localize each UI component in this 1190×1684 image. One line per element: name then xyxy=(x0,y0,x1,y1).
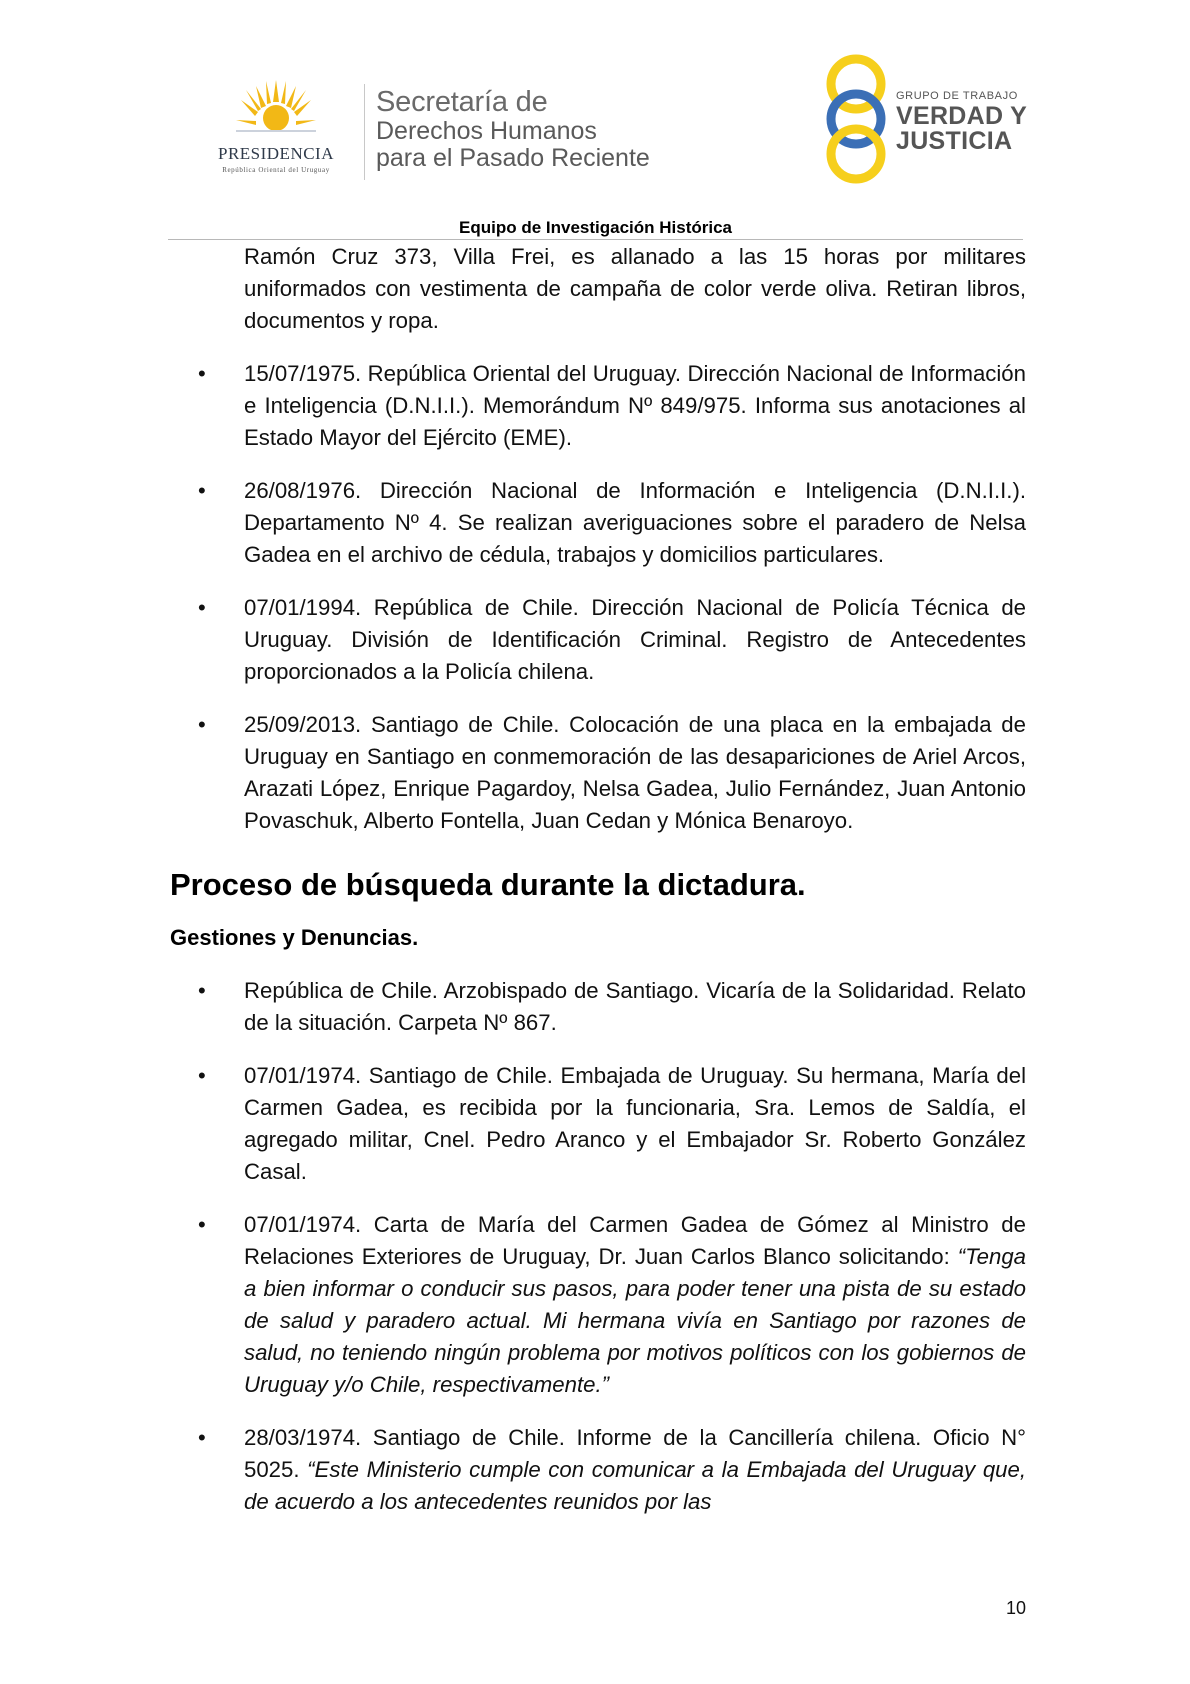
grupo-small-label: GRUPO DE TRABAJO xyxy=(896,90,1018,102)
list-item-text: República de Chile. Arzobispado de Santiago. Vicaría de la Solidaridad. Relato de la situación. Carpeta Nº 867. xyxy=(244,978,1026,1035)
presidencia-name: PRESIDENCIA xyxy=(217,144,334,163)
team-title: Equipo de Investigación Histórica xyxy=(459,218,732,237)
list-item xyxy=(198,1060,1026,1188)
list-item-text: 07/01/1994. República de Chile. Dirección Nacional de Policía Técnica de Uruguay. División de Identificación Criminal. Registro de Antecedentes proporcionados a la Policía chilena. xyxy=(244,595,1026,684)
list-item xyxy=(198,1209,1026,1401)
list-item-text: 07/01/1974. Santiago de Chile. Embajada de Uruguay. Su hermana, María del Carmen Gadea, es recibida por la funcionaria, Sra. Lemos de Saldía, el agregado militar, Cnel. Pedro Aranco y el Embajador Sr. Roberto González Casal. xyxy=(244,1063,1026,1184)
grupo-justicia-label: JUSTICIA xyxy=(896,127,1013,155)
list-item xyxy=(198,709,1026,837)
sun-icon xyxy=(236,80,316,142)
bullet-icon: • xyxy=(198,1212,206,1237)
secretaria-line-1: Secretaría de xyxy=(376,86,548,118)
list-item xyxy=(198,592,1026,688)
bullet-icon: • xyxy=(198,361,206,386)
list-item-text: 25/09/2013. Santiago de Chile. Colocación de una placa en la embajada de Uruguay en Santiago en conmemoración de las desapariciones de Ariel Arcos, Arazati López, Enrique Pagardoy, Nelsa Gadea, Julio Fernández, Juan Antonio Povaschuk, Alberto Fontella, Juan Cedan y Mónica Benaroyo. xyxy=(244,712,1026,833)
bullet-icon: • xyxy=(198,478,206,503)
list-item-text: 26/08/1976. Dirección Nacional de Información e Inteligencia (D.N.I.I.). Departamento Nº 4. Se realizan averiguaciones sobre el paradero de Nelsa Gadea en el archivo de cédula, trabajos y domicilios particulares. xyxy=(244,478,1026,567)
page-number: 10 xyxy=(1005,1598,1026,1618)
logo-divider xyxy=(364,84,365,180)
subsection-heading: Gestiones y Denuncias. xyxy=(170,925,419,950)
list-item xyxy=(198,975,1026,1039)
bullet-icon: • xyxy=(198,1063,206,1088)
list-item-text: 07/01/1974. Carta de María del Carmen Gadea de Gómez al Ministro de Relaciones Exteriores de Uruguay, Dr. Juan Carlos Blanco solicitando: xyxy=(244,1212,1026,1269)
verdad-justicia-logo xyxy=(822,54,1032,184)
list-item xyxy=(198,475,1026,571)
chronology-list xyxy=(170,358,1026,837)
presidencia-logo xyxy=(196,80,356,180)
grupo-verdad-label: VERDAD Y xyxy=(896,102,1028,130)
continuation-paragraph: Ramón Cruz 373, Villa Frei, es allanado a las 15 horas por militares uniformados con vestimenta de campaña de color verde oliva. Retiran libros, documentos y ropa. xyxy=(244,244,1026,333)
linked-rings-icon xyxy=(822,54,892,184)
quoted-text: “Este Ministerio cumple con comunicar a la Embajada del Uruguay que, de acuerdo a los antecedentes reunidos por las xyxy=(244,1457,1026,1514)
document-body xyxy=(170,241,1026,1539)
secretaria-logo-text xyxy=(376,86,650,172)
bullet-icon: • xyxy=(198,595,206,620)
list-item-text: 15/07/1975. República Oriental del Uruguay. Dirección Nacional de Información e Inteligencia (D.N.I.I.). Memorándum Nº 849/975. Informa sus anotaciones al Estado Mayor del Ejército (EME). xyxy=(244,361,1026,450)
bullet-icon: • xyxy=(198,712,206,737)
page-header xyxy=(0,0,1190,220)
secretaria-line-2: Derechos Humanos xyxy=(376,117,597,145)
presidencia-subtitle: República Oriental del Uruguay xyxy=(222,166,330,174)
list-item xyxy=(198,1422,1026,1518)
section-heading: Proceso de búsqueda durante la dictadura. xyxy=(170,867,806,902)
quoted-text: “Tenga a bien informar o conducir sus pasos, para poder tener una pista de su estado de salud y paradero actual. Mi hermana vivía en Santiago por razones de salud, no teniendo ningún problema por motivos políticos con los gobiernos de Uruguay y/o Chile, respectivamente.” xyxy=(244,1244,1026,1397)
secretaria-line-3: para el Pasado Reciente xyxy=(376,144,650,172)
list-item-text: 28/03/1974. Santiago de Chile. Informe de la Cancillería chilena. Oficio N° 5025. xyxy=(244,1425,1026,1482)
gestiones-list xyxy=(170,975,1026,1518)
list-item xyxy=(198,358,1026,454)
bullet-icon: • xyxy=(198,1425,206,1450)
header-rule xyxy=(168,239,1023,240)
bullet-icon: • xyxy=(198,978,206,1003)
